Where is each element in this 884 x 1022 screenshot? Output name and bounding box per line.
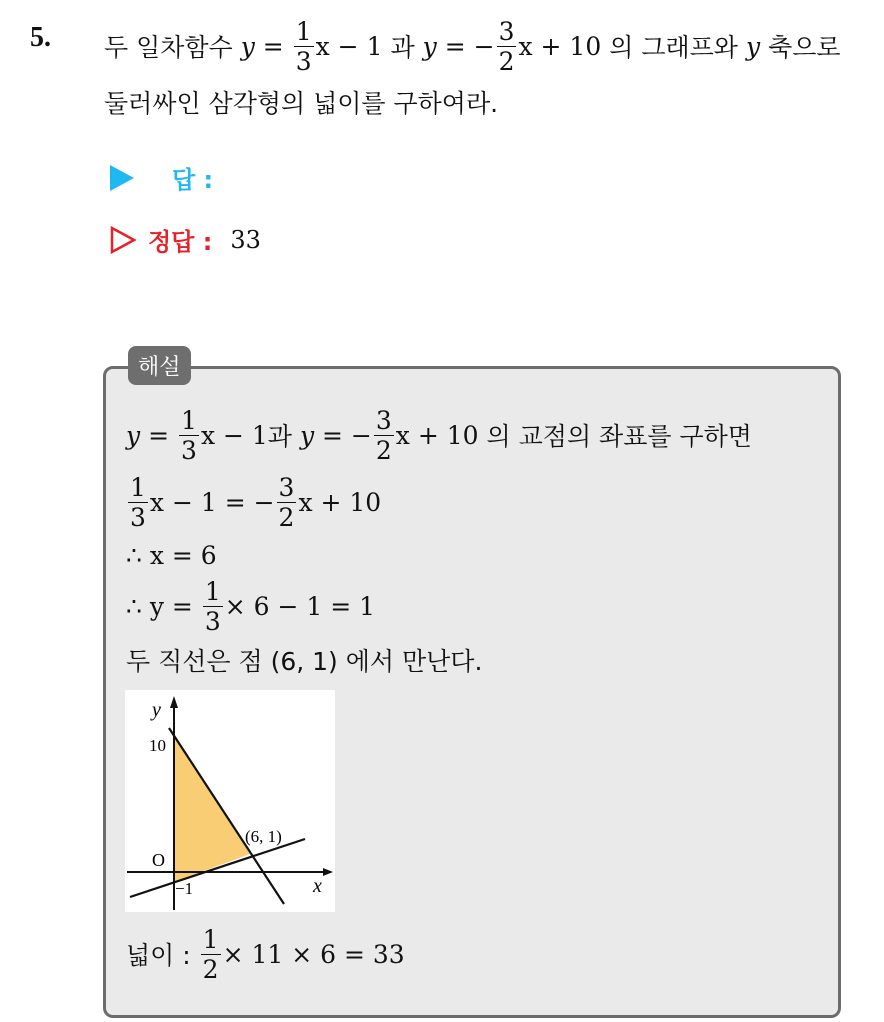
fraction-denominator: 3 (130, 502, 146, 532)
equation-2-rest: x + 10 (395, 420, 479, 450)
area-label: 넓이 : (126, 941, 191, 970)
correct-answer-row (110, 222, 261, 257)
fraction-numerator: 1 (181, 405, 197, 435)
fraction-denominator: 2 (375, 435, 392, 465)
fraction-one-third (203, 576, 223, 636)
equation-middle: x − 1 = − (149, 487, 275, 517)
x-axis-label: x (313, 875, 322, 897)
fraction-three-halves (497, 16, 517, 76)
answer-label: 답 : (172, 166, 214, 194)
conjunction: 과 (267, 422, 292, 451)
problem-text: 축으로 (768, 33, 841, 62)
fraction-numerator: 1 (204, 576, 221, 606)
equation-rest: x + 10 (298, 487, 382, 517)
equation-1-lhs: y = (126, 420, 170, 450)
equation-2-lhs: y = − (422, 31, 495, 61)
solution-line-2 (126, 472, 381, 532)
correct-arrow-icon (110, 226, 136, 254)
fraction-denominator: 2 (202, 954, 219, 984)
area-rest: × 11 × 6 = 33 (222, 939, 405, 969)
fraction-one-third (128, 472, 148, 532)
problem-text: 두 일차함수 (104, 33, 233, 62)
origin-label: O (152, 850, 165, 870)
fraction-numerator: 1 (295, 16, 312, 46)
fraction-numerator: 3 (375, 405, 392, 435)
solution-line-3 (126, 538, 217, 572)
solution-line-4 (126, 576, 375, 636)
x-value-result: ∴ x = 6 (126, 540, 217, 570)
fraction-one-third (179, 405, 199, 465)
problem-text: 의 그래프와 (609, 33, 738, 62)
conjunction: 과 (390, 33, 415, 62)
fraction-three-halves (277, 472, 297, 532)
y-axis-label: y (152, 699, 161, 721)
y-variable: y (745, 31, 761, 61)
fraction-numerator: 3 (278, 472, 295, 502)
point-label: (6, 1) (245, 827, 282, 846)
x-axis-arrow (323, 868, 333, 876)
solution-line-5 (126, 642, 482, 678)
fraction-three-halves (374, 405, 394, 465)
graph-svg (125, 690, 335, 912)
fraction-denominator: 2 (498, 46, 515, 76)
problem-text: 둘러싸인 삼각형의 넓이를 구하여라. (104, 89, 499, 118)
y-value-prefix: ∴ y = (126, 591, 193, 621)
problem-line-1 (104, 16, 841, 76)
answer-arrow-icon (110, 165, 134, 191)
equation-2-lhs: y = − (299, 420, 372, 450)
equation-1-rest: x − 1 (200, 420, 268, 450)
y-axis-arrow (170, 696, 178, 708)
fraction-denominator: 3 (204, 606, 221, 636)
fraction-denominator: 3 (295, 46, 312, 76)
y-value-rest: × 6 − 1 = 1 (224, 591, 376, 621)
solution-text: 의 교점의 좌표를 구하면 (486, 422, 752, 451)
fraction-one-half (201, 924, 221, 984)
solution-tag: 해설 (128, 346, 191, 385)
correct-answer-value: 33 (230, 225, 261, 254)
solution-line-1 (126, 406, 752, 464)
intersection-text: 두 직선은 점 (6, 1) 에서 만난다. (126, 647, 483, 676)
equation-2-rhs: x + 10 (518, 31, 602, 61)
fraction-denominator: 2 (278, 502, 295, 532)
equation-1-lhs: y = (240, 31, 284, 61)
fraction-one-third (294, 16, 314, 76)
fraction-numerator: 3 (498, 16, 515, 46)
answer-row (110, 160, 213, 195)
problem-line-2 (104, 84, 498, 120)
y-intercept-label: 10 (149, 736, 166, 755)
triangle-graph (125, 690, 335, 912)
fraction-denominator: 3 (181, 435, 197, 465)
area-line (126, 922, 405, 986)
fraction-numerator: 1 (130, 472, 146, 502)
equation-1-rhs: x − 1 (315, 31, 383, 61)
correct-answer-label: 정답 : (148, 228, 213, 256)
neg-intercept-label: −1 (175, 879, 194, 898)
fraction-numerator: 1 (202, 924, 219, 954)
problem-number: 5. (30, 22, 51, 53)
